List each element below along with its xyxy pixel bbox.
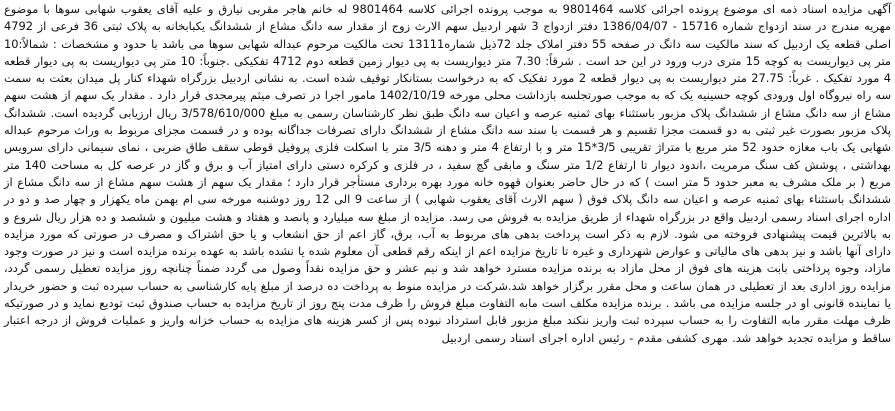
notice-body: آگهی مزایده اسناد ذمه ای موضوع پرونده اجرائی کلاسه 9801464 به موجب پرونده اجرائی کلاسه 9801464 له خانم هاجر مقربی نیارق و علیه آقای یعقوب شهابی سوها با موضوع مهریه مندرج در سند ازدواج شماره 15716 - 1386/04/07 دفتر ازدواج 3 شهر اردبیل سهم الارث زوج از مقدار سه دانگ مشاع از ششدانگ یکبابخانه به پلاک ثبتی 36 فرعی از 4792 اصلی قطعه یک اردبیل که سند مالکیت سه دانگ در صفحه 55 دفتر املاک جلد 72ذیل شماره13111 تحت مالکیت مرحوم عبداله شهابی سوها می باشد با حدود و مشخصات : شمالاً:10 متر پی دیواریست به کوچه 15 متری درب ورود در این حد است . شرقاً: 7.30 متر دیواریست به پی دیوار زمین قطعه دوم 4712 تفکیکی .جنوباً: 10 متر پی دیواریست به پی دیوار قطعه 4 مورد تفکیک . غرباً: 27.75 متر دیواریست به پی دیوار قطعه 2 مورد تفکیک که به درخواست بستانکار توقیف شده است. به نشانی اردبیل بزرگراه شهداء کنار پل میدان بعثت به سمت سه راه نیروگاه اول ورودی کوچه حسینیه یک که به موجب صورتجلسه بازداشت محلی مورخه 1402/10/19 مامور اجرا در تصرف میثم پیرمجدی قرار دارد . مقدار یک سهم از هشت سهم مشاع از سه دانگ مشاع از ششدانگ پلاک مزبور باستثناء بهای ثمنیه عرصه و اعیان سه دانگ طبق نظر کارشناسان رسمی به مبلغ 3/578/610/000 ریال ارزیابی گردیده است. ششدانگ پلاک مزبور بصورت غیر ثبتی به دو قسمت مجزا تقسیم و هر قسمت با سند سه دانگ مشاع از ششدانگ دارای تصرفات جداگانه بوده و در قسمت مجزای مربوط به وراث مرحوم عبداله شهابی یک باب مغازه حدود 52 متر مربع با متراژ تقریبی 3/5*15 متر و با ارتفاع 4 متر و دهنه 3/5 متر با اسکلت فلزی پروفیل قوطی سقف طاق ضربی ، نمای سیمانی دارای سرویس بهداشتی ، پوشش کف سنگ مرمریت ،اندود دیوار تا ارتفاع 1/2 متر سنگ و مابقی گچ سفید ، در فلزی و کرکره دستی دارای امتیاز آب و برق و گاز در عرصه کل به مساحت 140 متر مربع ( بر ملک مشرف به معبر حدود 5 متر است ) که در حال حاضر بعنوان قهوه خانه مورد بهره برداری مستأجر قرار دارد ؛ مقدار یک سهم از هشت سهم مشاع از سه دانگ مشاع از ششدانگ باستثناء بهای ثمنیه عرصه و اعیان سه دانگ پلاک فوق ( سهم الارث آقای یعقوب شهابی ) از ساعت 9 الی 12 روز دوشنبه مورخه سی ام بهمن ماه یکهزار و چهار صد و دو در اداره اجرای اسناد رسمی اردبیل واقع در بزرگراه شهداء از طریق مزایده به فروش می رسد. مزایده از مبلغ سه میلیارد و پانصد و هفتاد و هشت میلیون و ششصد و ده هزار ریال شروع و به بالاترین قیمت پیشنهادی فروخته می شود. لازم به ذکر است پرداخت بدهی های مربوط به آب، برق، گاز اعم از حق انشعاب و یا حق اشتراک و مصرف در صورتی که مورد مزایده دارای آنها باشد و نیز بدهی های مالیاتی و عوارض شهرداری و غیره تا تاریخ مزایده اعم از اینکه رقم قطعی آن معلوم شده یا نشده باشد به عهده برنده مزایده است و نیز در صورت وجود مازاد، وجوه پرداختی بابت هزینه های فوق از محل مازاد به برنده مزایده مسترد خواهد شد و نیم عشر و حق مزایده نقداً وصول می گردد ضمناً چنانچه روز مزایده تعطیل رسمی گردد، مزایده روز اداری بعد از تعطیلی در همان ساعت و محل مقرر برگزار خواهد شد.شرکت در مزایده منوط به پرداخت ده درصد از مبلغ پایه کارشناسی به حساب سپرده ثبت و حضور خریدار یا نماینده قانونی او در جلسه مزایده می باشد . برنده مزایده مکلف است مابه التفاوت مبلغ فروش را ظرف مدت پنج روز از تاریخ مزایده به حساب صندوق ثبت تودیع نماید و در صورتیکه ظرف مهلت مقرر مابه التفاوت را به حساب سپرده ثبت واریز ننکند مبلغ مزبور قابل استرداد نبوده پس از کسر هزینه های مزایده به حساب خزانه واریز و عملیات فروش از درجه اعتبار ساقط و مزایده تجدید خواهد شد. مهری کشفی مقدم - رئیس اداره اجرای اسناد رسمی اردبیل <box>4 2 892 345</box>
